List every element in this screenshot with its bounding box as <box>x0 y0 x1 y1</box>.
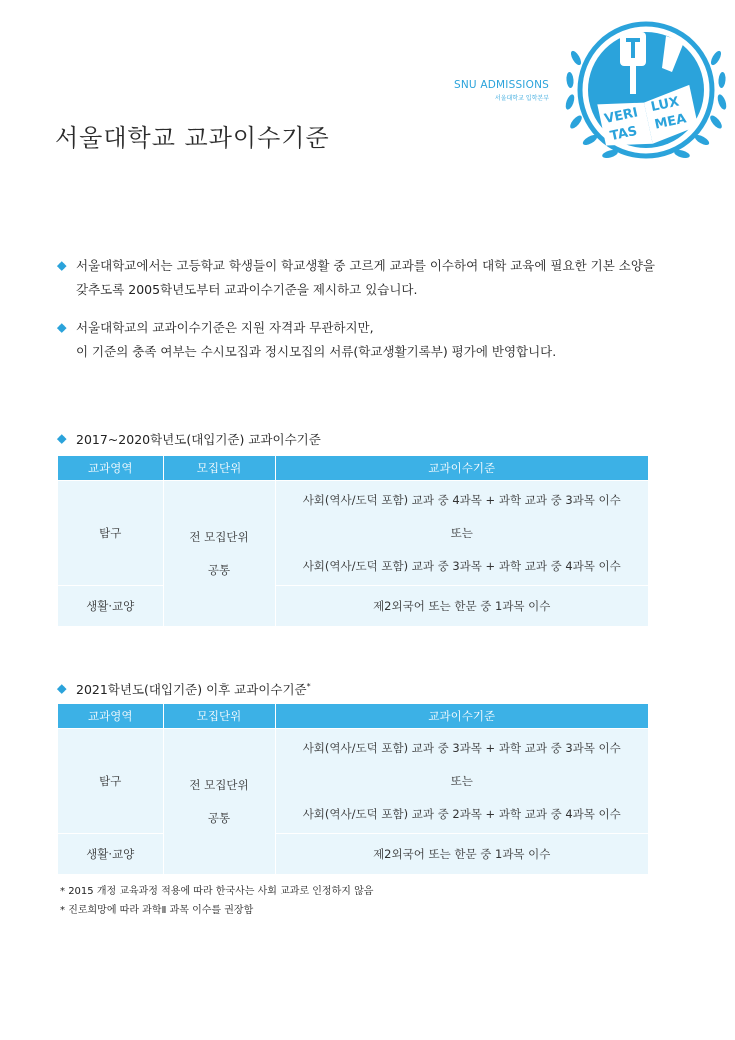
emblem-text-3: TAS <box>608 123 639 145</box>
criteria-line: 또는 <box>450 525 473 540</box>
diamond-bullet-icon <box>58 262 66 270</box>
criteria-table-2021 <box>58 704 648 874</box>
criteria-cell: 제2외국어 또는 한문 중 1과목 이수 <box>275 586 648 627</box>
unit-line: 공통 <box>207 810 231 825</box>
footnote: * 진로희망에 따라 과학Ⅱ 과목 이수를 권장함 <box>60 901 373 920</box>
area-cell: 탐구 <box>58 729 163 834</box>
intro-line: 이 기준의 충족 여부는 수시모집과 정시모집의 서류(학교생활기록부) 평가에 반영합니다. <box>76 344 557 359</box>
page-title: 서울대학교 교과이수기준 <box>55 124 330 152</box>
area-cell: 생활·교양 <box>58 586 163 627</box>
criteria-line: 또는 <box>450 773 473 788</box>
diamond-bullet-icon <box>58 324 66 332</box>
area-cell: 탐구 <box>58 481 163 586</box>
emblem-text-2: LUX <box>649 94 681 116</box>
intro-line: 갖추도록 2005학년도부터 교과이수기준을 제시하고 있습니다. <box>76 282 418 297</box>
snu-emblem-logo <box>538 2 735 174</box>
criteria-line: 사회(역사/도덕 포함) 교과 중 4과목 + 과학 교과 중 3과목 이수 <box>302 492 621 507</box>
section-heading-2021 <box>58 680 311 698</box>
criteria-cell <box>275 481 648 586</box>
column-header: 모집단위 <box>163 456 275 481</box>
section-heading-text: 2021학년도(대입기준) 이후 교과이수기준 <box>76 682 307 697</box>
unit-cell <box>163 729 275 875</box>
table-row <box>58 729 648 834</box>
column-header: 교과영역 <box>58 704 163 729</box>
area-cell: 생활·교양 <box>58 834 163 875</box>
criteria-cell: 제2외국어 또는 한문 중 1과목 이수 <box>275 834 648 875</box>
column-header: 교과이수기준 <box>275 704 648 729</box>
criteria-line: 사회(역사/도덕 포함) 교과 중 3과목 + 과학 교과 중 4과목 이수 <box>302 558 621 573</box>
unit-line: 전 모집단위 <box>189 777 249 792</box>
criteria-line: 사회(역사/도덕 포함) 교과 중 2과목 + 과학 교과 중 4과목 이수 <box>302 806 621 821</box>
diamond-bullet-icon <box>58 685 66 693</box>
table-header-row <box>58 704 648 729</box>
footnotes <box>60 882 373 920</box>
brand-korean: 서울대학교 입학본부 <box>494 95 549 102</box>
intro-item <box>58 254 678 302</box>
emblem-text-4: MEA <box>653 111 688 133</box>
intro-line: 서울대학교의 교과이수기준은 지원 자격과 무관하지만, <box>76 320 374 335</box>
table-row <box>58 481 648 586</box>
table-row <box>58 586 648 627</box>
column-header: 교과영역 <box>58 456 163 481</box>
intro-line: 서울대학교에서는 고등학교 학생들이 학교생활 중 고르게 교과를 이수하여 대학 교육에 필요한 기본 소양을 <box>76 258 655 273</box>
unit-line: 공통 <box>207 562 231 577</box>
diamond-bullet-icon <box>58 435 66 443</box>
table-row <box>58 834 648 875</box>
emblem-text-1: VERI <box>603 105 640 128</box>
unit-cell <box>163 481 275 627</box>
footnote: * 2015 개정 교육과정 적용에 따라 한국사는 사회 교과로 인정하지 않음 <box>60 882 373 901</box>
section-heading-mark: * <box>306 681 311 691</box>
criteria-cell <box>275 729 648 834</box>
section-heading-2017 <box>58 430 321 448</box>
unit-line: 전 모집단위 <box>189 529 249 544</box>
column-header: 모집단위 <box>163 704 275 729</box>
criteria-line: 사회(역사/도덕 포함) 교과 중 3과목 + 과학 교과 중 3과목 이수 <box>302 740 621 755</box>
column-header: 교과이수기준 <box>275 456 648 481</box>
brand-english: SNU ADMISSIONS <box>454 79 549 91</box>
table-header-row <box>58 456 648 481</box>
brand <box>454 79 549 102</box>
intro-item <box>58 316 678 364</box>
section-heading-text: 2017~2020학년도(대입기준) 교과이수기준 <box>76 432 321 447</box>
criteria-table-2017 <box>58 456 648 626</box>
intro-list <box>58 254 678 378</box>
